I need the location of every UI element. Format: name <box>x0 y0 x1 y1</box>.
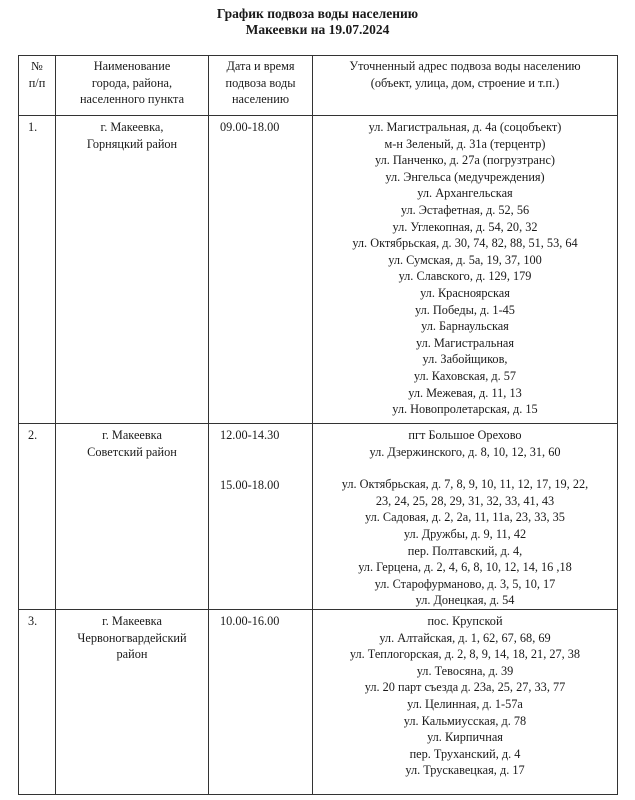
address-line: ул. Садовая, д. 2, 2а, 11, 11а, 23, 33, 35 <box>365 510 565 525</box>
city-line: г. Макеевка <box>102 428 162 442</box>
address-line: 23, 24, 25, 28, 29, 31, 32, 33, 41, 43 <box>375 493 555 508</box>
title-line-2: Макеевки на 19.07.2024 <box>245 22 390 37</box>
address-line: ул. Кальмиусская, д. 78 <box>403 713 527 728</box>
header-city <box>56 56 209 116</box>
address-line: пгт Большое Орехово <box>408 428 522 442</box>
row-time <box>209 116 313 424</box>
city-line: Червоногвардейский <box>77 630 187 645</box>
row-addresses <box>313 609 618 794</box>
address-line: пер. Труханский, д. 4 <box>409 746 521 761</box>
row-addresses <box>313 116 618 424</box>
address-group <box>313 476 617 609</box>
time-slot <box>220 477 312 494</box>
address-line: ул. Забойщиков, <box>422 352 508 367</box>
header-text: населенного пункта <box>79 92 185 107</box>
address-line: ул. Алтайская, д. 1, 62, 67, 68, 69 <box>379 630 551 645</box>
address-line: ул. Магистральная <box>415 335 515 350</box>
city-line: Советский район <box>87 444 177 459</box>
row-city <box>56 609 209 794</box>
address-line: ул. 20 парт съезда д. 23а, 25, 27, 33, 77 <box>364 680 566 695</box>
title-line-1: График подвоза воды населению <box>216 6 419 21</box>
address-line: ул. Октябрьская, д. 30, 74, 82, 88, 51, 53, 64 <box>352 236 578 251</box>
address-line: пер. Полтавский, д. 4, <box>407 543 523 558</box>
time-slot <box>220 119 312 136</box>
row-addresses <box>313 424 618 610</box>
water-schedule-table <box>18 55 618 795</box>
address-line: ул. Сумская, д. 5а, 19, 37, 100 <box>388 252 542 267</box>
address-line: ул. Тевосяна, д. 39 <box>416 663 514 678</box>
address-line: ул. Барнаульская <box>421 319 509 334</box>
table-row <box>19 609 618 794</box>
time-slot <box>220 613 312 630</box>
address-line: ул. Славского, д. 129, 179 <box>398 269 532 284</box>
header-time <box>209 56 313 116</box>
header-text: (объект, улица, дом, строение и т.п.) <box>370 75 560 90</box>
time-range: 12.00-14.30 <box>220 428 280 442</box>
header-text: города, района, <box>91 75 173 90</box>
address-line: ул. Эстафетная, д. 52, 56 <box>400 202 530 217</box>
address-group <box>313 119 617 418</box>
address-line: ул. Каховская, д. 57 <box>413 368 517 383</box>
row-city <box>56 116 209 424</box>
address-line: ул. Кирпичная <box>427 730 503 745</box>
header-text: Дата и время <box>226 59 295 73</box>
address-line: ул. Теплогорская, д. 2, 8, 9, 14, 18, 21, 27, 38 <box>349 647 581 662</box>
table-row <box>19 424 618 610</box>
header-address <box>313 56 618 116</box>
address-line: ул. Дружбы, д. 9, 11, 42 <box>403 526 527 541</box>
header-number <box>19 56 56 116</box>
address-line: ул. Октябрьская, д. 7, 8, 9, 10, 11, 12, 17, 19, 22, <box>341 477 589 492</box>
address-line: ул. Дзержинского, д. 8, 10, 12, 31, 60 <box>369 444 561 459</box>
row-city <box>56 424 209 610</box>
table-header-row <box>19 56 618 116</box>
row-time <box>209 609 313 794</box>
address-line: ул. Целинная, д. 1-57а <box>407 696 523 711</box>
address-group <box>313 427 617 460</box>
header-text: Наименование <box>93 59 171 73</box>
address-line: ул. Старофурманово, д. 3, 5, 10, 17 <box>374 576 556 591</box>
time-slot <box>220 427 312 444</box>
address-line: ул. Углекопная, д. 54, 20, 32 <box>392 219 538 234</box>
city-line: район <box>116 647 148 662</box>
header-text: населению <box>231 92 290 107</box>
header-text: Уточненный адрес подвоза воды населению <box>349 59 581 73</box>
address-line: ул. Панченко, д. 27а (погрузтранс) <box>374 153 556 168</box>
row-number: 1. <box>19 116 56 424</box>
time-range: 10.00-16.00 <box>220 613 280 628</box>
time-range: 09.00-18.00 <box>220 120 280 134</box>
city-line: г. Макеевка <box>102 613 162 628</box>
time-range: 15.00-18.00 <box>220 477 280 492</box>
address-line: ул. Межевая, д. 11, 13 <box>408 385 522 400</box>
header-text: п/п <box>28 75 46 90</box>
table-row <box>19 116 618 424</box>
row-number: 2. <box>19 424 56 610</box>
address-line: ул. Герцена, д. 2, 4, 6, 8, 10, 12, 14, 16 ,18 <box>358 560 572 575</box>
header-text: подвоза воды <box>225 75 296 90</box>
address-group <box>313 613 617 779</box>
city-line: Горняцкий район <box>86 136 178 151</box>
address-line: ул. Донецкая, д. 54 <box>415 593 515 608</box>
address-line: пос. Крупской <box>427 613 503 628</box>
city-line: г. Макеевка, <box>100 120 164 134</box>
address-line: ул. Победы, д. 1-45 <box>415 302 515 317</box>
document-title <box>0 6 635 38</box>
address-line: ул. Архангельская <box>417 186 513 201</box>
address-line: ул. Трускавецкая, д. 17 <box>405 763 525 778</box>
row-time <box>209 424 313 610</box>
address-line: ул. Энгельса (медучреждения) <box>385 169 545 184</box>
address-line: ул. Красноярская <box>420 285 510 300</box>
address-line: ул. Магистральная, д. 4а (соцобъект) <box>368 120 562 134</box>
address-line: ул. Новопролетарская, д. 15 <box>392 402 538 417</box>
row-number: 3. <box>19 609 56 794</box>
address-line: м-н Зеленый, д. 31а (терцентр) <box>384 136 546 151</box>
header-text: № <box>31 59 43 73</box>
